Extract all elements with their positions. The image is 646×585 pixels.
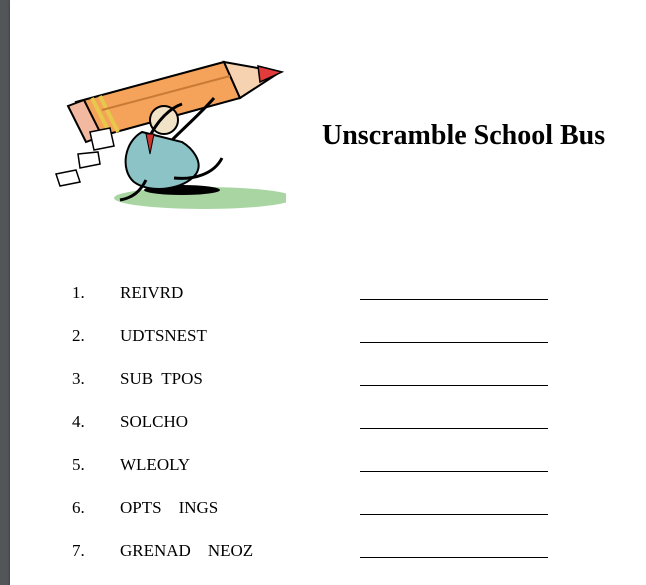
- item-number: 7.: [72, 541, 85, 560]
- item-number: 5.: [72, 455, 85, 474]
- list-item: [10, 452, 610, 495]
- pencil-runner-icon: [54, 50, 286, 218]
- item-number: 3.: [72, 369, 85, 388]
- answer-blank: [360, 471, 548, 472]
- page-title: Unscramble School Bus: [322, 120, 606, 151]
- list-item: [10, 323, 610, 366]
- list-item: [10, 538, 610, 581]
- answer-blank: [360, 299, 548, 300]
- item-number: 1.: [72, 283, 85, 302]
- list-item: [10, 409, 610, 452]
- scrambled-word: UDTSNEST: [120, 326, 207, 345]
- list-item: [10, 366, 610, 409]
- answer-blank: [360, 428, 548, 429]
- item-number: 4.: [72, 412, 85, 431]
- scrambled-word: SUB TPOS: [120, 369, 203, 388]
- document-page: [10, 0, 646, 585]
- answer-blank: [360, 342, 548, 343]
- item-number: 6.: [72, 498, 85, 517]
- scrambled-word: OPTS INGS: [120, 498, 219, 517]
- scrambled-word: WLEOLY: [120, 455, 191, 474]
- answer-blank: [360, 514, 548, 515]
- scrambled-word: REIVRD: [120, 283, 184, 302]
- item-number: 2.: [72, 326, 85, 345]
- answer-blank: [360, 385, 548, 386]
- answer-blank: [360, 557, 548, 558]
- scrambled-word-list: [10, 280, 610, 581]
- scrambled-word: SOLCHO: [120, 412, 189, 431]
- list-item: [10, 280, 610, 323]
- list-item: [10, 495, 610, 538]
- scrambled-word: GRENAD NEOZ: [120, 541, 254, 560]
